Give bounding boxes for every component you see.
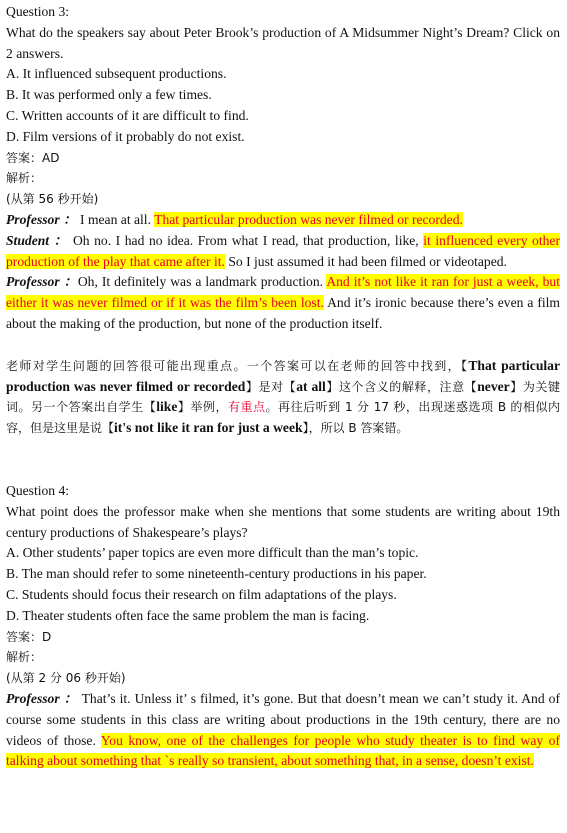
highlighted-text: You know, one of the challenges for people who study theater is to find way of talking about something that `s really so transient, about something that, in a sense, doesn’t exist. (6, 732, 560, 769)
explanation-keyword: like (156, 399, 178, 415)
q3-option-a: A. It influenced subsequent productions. (6, 66, 227, 82)
spacer (6, 439, 560, 481)
explanation-text: 老师对学生问题的回答很可能出现重点。一个答案可以在老师的回答中找到，【 (6, 358, 469, 373)
speaker-label: Professor ： (6, 690, 78, 706)
highlighted-text: That particular production was never filmed or recorded. (154, 211, 463, 227)
q4-dialogue-professor (6, 689, 560, 772)
explanation-text: 】，所以 B 答案错。 (302, 421, 409, 436)
q3-option-c: C. Written accounts of it are difficult to find. (6, 107, 249, 123)
q3-option-b: B. It was performed only a few times. (6, 87, 212, 103)
q3-explanation (6, 356, 560, 439)
q4-answer: 答案：D (6, 629, 52, 644)
explanation-text: 】为关键词。另一个答案出自学生【 (6, 379, 560, 415)
q4-option-d: D. Theater students often face the same problem the man is facing. (6, 607, 370, 623)
q3-answer: 答案：AD (6, 150, 60, 165)
question-4-label: Question 4: (6, 482, 70, 498)
q4-option-a: A. Other students’ paper topics are even more difficult than the man’s topic. (6, 545, 419, 561)
q3-option-d: D. Film versions of it probably do not exist. (6, 128, 245, 144)
q3-analysis-label: 解析： (6, 171, 43, 186)
explanation-text: 】这个含义的解释，注意【 (325, 379, 478, 394)
q3-dialogue-professor-2 (6, 272, 560, 334)
q3-timestamp: (从第 56 秒开始) (6, 192, 99, 207)
q3-dialogue-student (6, 231, 560, 273)
explanation-quote: That particular production was never filmed or recorded (6, 357, 560, 394)
dialogue-text: Oh, It definitely was a landmark production. (77, 274, 327, 290)
q3-dialogue-professor-1 (6, 210, 560, 231)
spacer (6, 335, 560, 356)
q4-analysis-label: 解析： (6, 650, 43, 665)
question-3-prompt: What do the speakers say about Peter Brook’s production of A Midsummer Night’s Dream? Click on 2 answers. (6, 24, 560, 61)
dialogue-text: So I just assumed it had been filmed or videotaped. (224, 253, 507, 269)
speaker-label: Student ： (6, 232, 69, 248)
explanation-text: 】是对【 (245, 379, 297, 394)
explanation-text: 】举例， (177, 400, 228, 415)
explanation-emphasis: 有重点 (227, 400, 266, 415)
q4-option-b: B. The man should refer to some nineteenth-century productions in his paper. (6, 566, 427, 582)
explanation-text: 。再往后听到 1 分 17 秒，出现迷惑选项 B 的相似内容，但是这里是说【 (6, 400, 560, 436)
question-3-label: Question 3: (6, 4, 70, 19)
dialogue-text: Oh no. I had no idea. From what I read, that production, like, (68, 232, 424, 248)
explanation-keyword: never (477, 378, 510, 394)
q4-option-c: C. Students should focus their research on film adaptations of the plays. (6, 586, 397, 602)
explanation-keyword: at all (296, 378, 326, 394)
q4-timestamp: (从第 2 分 06 秒开始) (6, 671, 126, 686)
dialogue-text: I mean at all. (76, 211, 155, 227)
speaker-label: Professor ： (6, 274, 78, 290)
highlighted-text: And it’s not like it ran for just a week, but either it was never filmed or if it was the film’s been lost. (6, 274, 561, 311)
question-4-prompt: What point does the professor make when she mentions that some students are writing about 19th century productions of Shakespeare’s plays? (6, 503, 560, 540)
speaker-label: Professor ： (6, 211, 77, 227)
explanation-quote: it's not like it ran for just a week (114, 420, 303, 436)
dialogue-text: And it’s ironic because there’s even a film about the making of the production, but none of the production itself. (6, 295, 560, 331)
highlighted-text: it influenced every other production of the play that came after it. (6, 232, 560, 269)
dialogue-text: That’s it. Unless it’ s filmed, it’s gone. But that doesn’t mean we can’t study it. And of course some students in this class are writing about productions in the 19th century, there are no videos of those. (6, 690, 560, 748)
